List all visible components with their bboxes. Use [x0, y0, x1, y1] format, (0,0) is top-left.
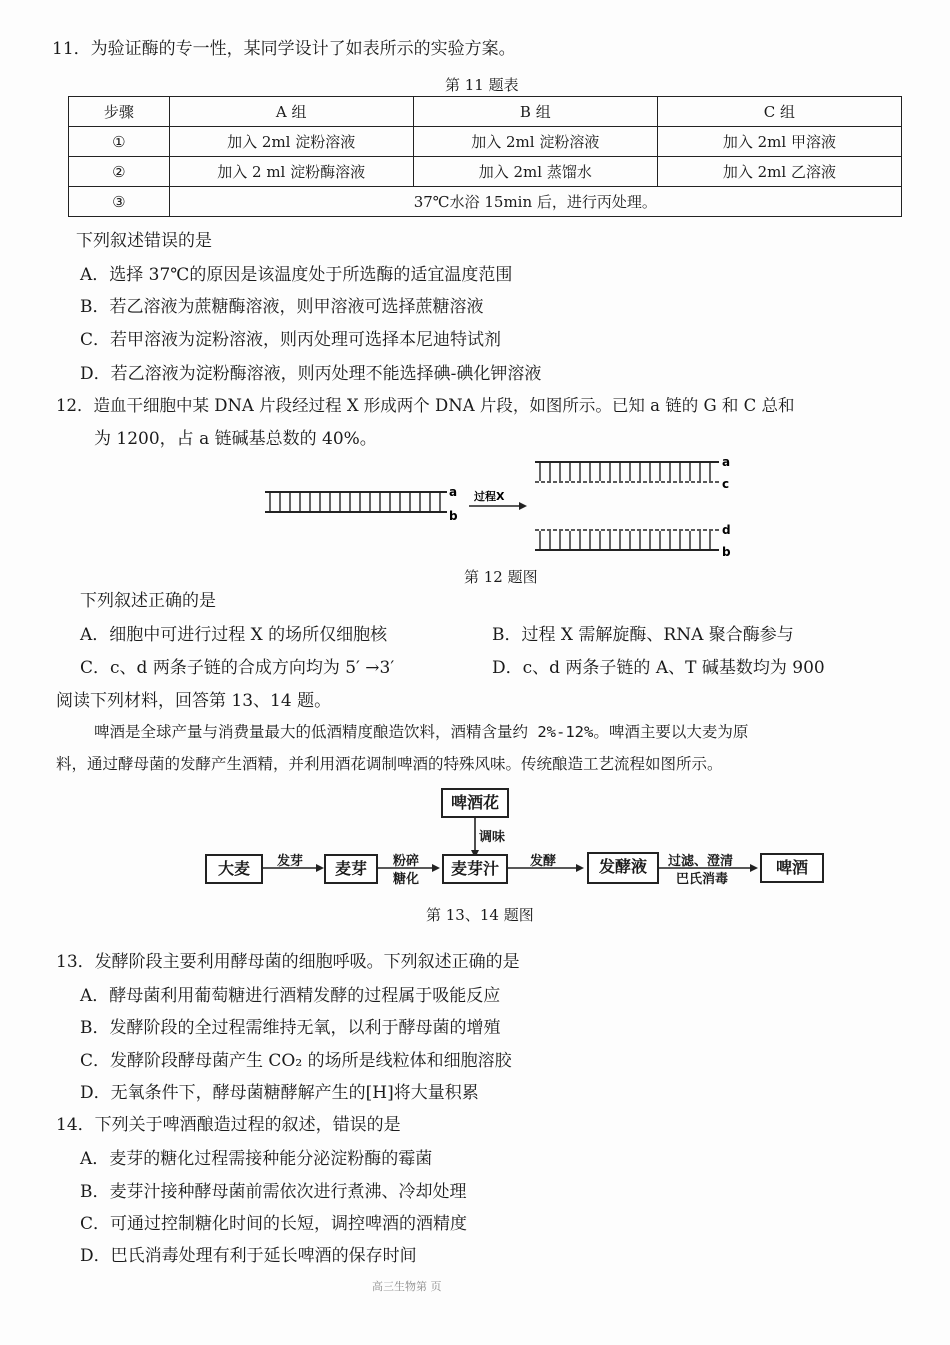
box-beer: 啤酒 [760, 853, 824, 883]
q11-option-d: D．若乙溶液为淀粉酶溶液，则丙处理不能选择碘-碘化钾溶液 [80, 364, 542, 384]
box-wort: 麦芽汁 [442, 854, 508, 884]
q14-option-b: B．麦芽汁接种酵母菌前需依次进行煮沸、冷却处理 [80, 1182, 467, 1202]
table-cell: 加入 2ml 蒸馏水 [413, 157, 657, 187]
q13-option-c: C．发酵阶段酵母菌产生 CO₂ 的场所是线粒体和细胞溶胶 [80, 1051, 512, 1071]
header-group-c: C 组 [657, 97, 901, 127]
q14-option-a: A．麦芽的糖化过程需接种能分泌淀粉酶的霉菌 [80, 1149, 433, 1169]
label-a-daughter: a [722, 455, 731, 469]
table-cell: ③ [69, 187, 170, 217]
label-season: 调味 [479, 830, 506, 845]
q14-stem: 14．下列关于啤酒酿造过程的叙述，错误的是 [56, 1115, 401, 1135]
experiment-table [68, 96, 902, 217]
daughter-dna-2 [535, 530, 719, 550]
header-group-a: A 组 [169, 97, 413, 127]
label-pasteurize: 巴氏消毒 [676, 872, 729, 887]
process-label: 过程X [474, 490, 505, 503]
q12-option-d: D．c、d 两条子链的 A、T 碱基数均为 900 [492, 658, 825, 678]
table-row [69, 127, 902, 157]
box-malt: 麦芽 [324, 854, 378, 884]
label-d: d [722, 523, 731, 537]
table-cell: ② [69, 157, 170, 187]
table-cell-merged: 37℃水浴 15min 后，进行丙处理。 [169, 187, 901, 217]
q12-stem: 下列叙述正确的是 [80, 591, 216, 611]
q12-option-b: B．过程 X 需解旋酶、RNA 聚合酶参与 [492, 625, 794, 645]
box-hops: 啤酒花 [441, 788, 509, 818]
table-cell: 加入 2 ml 淀粉酶溶液 [169, 157, 413, 187]
page-footer: 高三生物第 页 [372, 1280, 442, 1293]
material-para-line1: 啤酒是全球产量与消费量最大的低酒精度酿造饮料，酒精含量约 2%-12%。啤酒主要以大麦为原 [94, 723, 749, 741]
table-header-row [69, 97, 902, 127]
material-fig-caption: 第 13、14 题图 [426, 906, 534, 924]
q12-fig-caption: 第 12 题图 [464, 568, 538, 586]
q13-option-d: D．无氧条件下，酵母菌糖酵解产生的[H]将大量积累 [80, 1083, 479, 1103]
header-group-b: B 组 [413, 97, 657, 127]
label-saccharify: 糖化 [393, 872, 420, 887]
q11-option-b: B．若乙溶液为蔗糖酶溶液，则甲溶液可选择蔗糖溶液 [80, 297, 484, 317]
q11-header: 11．为验证酶的专一性，某同学设计了如表所示的实验方案。 [52, 39, 516, 59]
q14-option-d: D．巴氏消毒处理有利于延长啤酒的保存时间 [80, 1246, 417, 1266]
table-cell: ① [69, 127, 170, 157]
q11-option-c: C．若甲溶液为淀粉溶液，则丙处理可选择本尼迪特试剂 [80, 330, 502, 350]
table-cell: 加入 2ml 甲溶液 [657, 127, 901, 157]
q13-option-a: A．酵母菌利用葡萄糖进行酒精发酵的过程属于吸能反应 [80, 986, 501, 1006]
label-c: c [722, 477, 730, 491]
table-cell: 加入 2ml 淀粉溶液 [413, 127, 657, 157]
parent-dna [265, 492, 447, 512]
label-filter: 过滤、澄清 [668, 854, 734, 869]
header-step: 步骤 [69, 97, 170, 127]
q14-option-c: C．可通过控制糖化时间的长短，调控啤酒的酒精度 [80, 1214, 468, 1234]
q12-line2: 为 1200，占 a 链碱基总数的 40%。 [94, 429, 377, 449]
table-cell: 加入 2ml 淀粉溶液 [169, 127, 413, 157]
table-caption: 第 11 题表 [445, 76, 519, 94]
q12-option-c: C．c、d 两条子链的合成方向均为 5′ →3′ [80, 658, 395, 678]
label-b-daughter: b [722, 545, 731, 559]
label-ferment: 发酵 [530, 854, 557, 869]
q13-option-b: B．发酵阶段的全过程需维持无氧，以利于酵母菌的增殖 [80, 1018, 501, 1038]
label-crush: 粉碎 [393, 854, 420, 869]
table-row [69, 157, 902, 187]
box-broth: 发酵液 [587, 852, 659, 884]
label-b-parent: b [449, 509, 458, 523]
dna-replication-figure [255, 452, 745, 564]
material-intro: 阅读下列材料，回答第 13、14 题。 [56, 691, 332, 711]
q12-option-a: A．细胞中可进行过程 X 的场所仅细胞核 [80, 625, 388, 645]
material-para-line2: 料，通过酵母菌的发酵产生酒精，并利用酒花调制啤酒的特殊风味。传统酿造工艺流程如图所示。 [56, 755, 723, 773]
label-a-parent: a [449, 485, 458, 499]
q11-stem: 下列叙述错误的是 [76, 231, 212, 251]
process-arrow [469, 502, 527, 510]
table-cell: 加入 2ml 乙溶液 [657, 157, 901, 187]
q13-stem: 13．发酵阶段主要利用酵母菌的细胞呼吸。下列叙述正确的是 [56, 952, 520, 972]
label-germinate: 发芽 [277, 854, 304, 869]
q11-option-a: A．选择 37℃的原因是该温度处于所选酶的适宜温度范围 [80, 265, 513, 285]
daughter-dna-1 [535, 462, 719, 482]
q12-line1: 12．造血干细胞中某 DNA 片段经过程 X 形成两个 DNA 片段，如图所示。已知 a 链的 G 和 C 总和 [56, 396, 795, 415]
box-barley: 大麦 [205, 854, 263, 884]
table-row [69, 187, 902, 217]
